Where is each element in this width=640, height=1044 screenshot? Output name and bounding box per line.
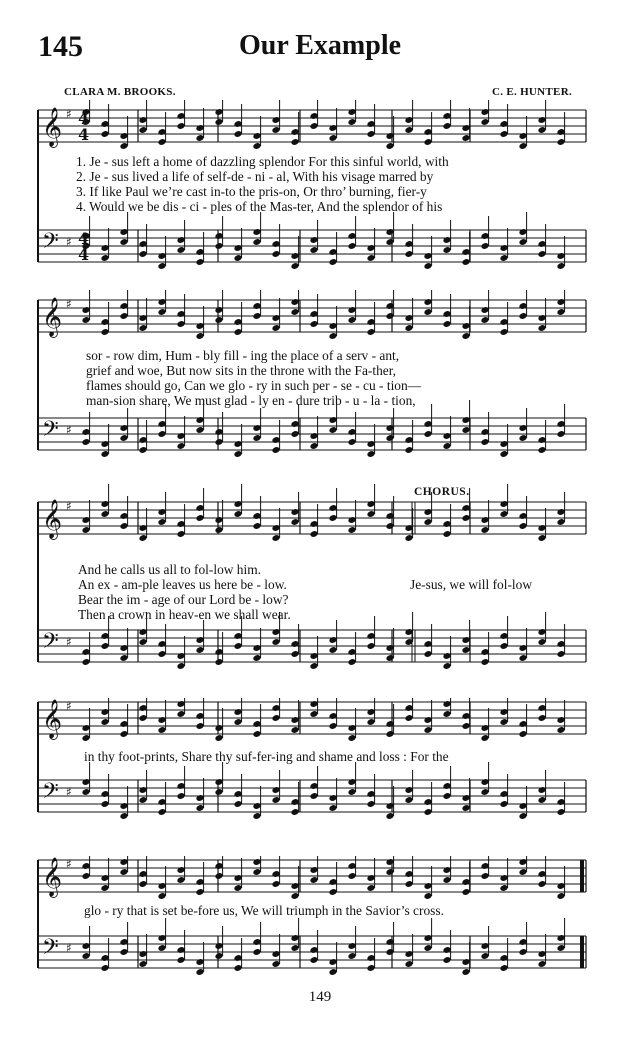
svg-text:♯: ♯ [66, 423, 72, 437]
svg-text:4: 4 [78, 109, 90, 128]
svg-text:𝄞: 𝄞 [42, 499, 63, 539]
staff-notation [0, 856, 640, 986]
svg-text:𝄞: 𝄞 [42, 107, 63, 147]
chorus-line-3: glo - ry that is set be-fore us, We will triumph in the Savior’s cross. [84, 903, 444, 918]
music-system-2 [0, 290, 640, 480]
chorus-line-1: Je-sus, we will fol-low [410, 577, 532, 592]
svg-text:𝄞: 𝄞 [42, 699, 63, 739]
verse-line-2: grief and woe, But now sits in the throne with the Fa-ther, [86, 363, 396, 378]
svg-text:4: 4 [78, 245, 90, 264]
music-system-3 [0, 484, 640, 694]
chorus-label: CHORUS. [414, 486, 470, 498]
page-number: 149 [308, 989, 332, 1005]
hymn-title: Our Example [238, 30, 402, 61]
svg-text:♯: ♯ [66, 857, 72, 871]
verse-line-4: Then a crown in heav-en we shall wear. [78, 607, 291, 622]
svg-text:♯: ♯ [66, 499, 72, 513]
verse-line-1: 1. Je - sus left a home of dazzling splendor For this sinful world, with [76, 154, 449, 169]
verse-line-3: Bear the im - age of our Lord be - low? [78, 592, 289, 607]
hymn-number: 145 [38, 30, 83, 63]
verse-line-2: An ex - am-ple leaves us here be - low. [78, 577, 287, 592]
composer-credit: C. E. HUNTER. [492, 86, 572, 98]
verse-line-1: And he calls us all to fol-low him. [78, 562, 261, 577]
chorus-line-2: in thy foot-prints, Share thy suf-fer-ing and shame and loss : For the [84, 749, 449, 764]
verse-line-3: flames should go, Can we glo - ry in such per - se - cu - tion— [86, 378, 422, 393]
svg-text:♯: ♯ [66, 297, 72, 311]
svg-text:𝄢: 𝄢 [42, 779, 59, 809]
svg-text:♯: ♯ [66, 785, 72, 799]
music-system-5 [0, 856, 640, 986]
svg-text:♯: ♯ [66, 941, 72, 955]
verse-line-2: 2. Je - sus lived a life of self-de - ni - al, With his visage marred by [76, 169, 434, 184]
verse-line-4: 4. Would we be dis - ci - ples of the Mas-ter, And the splendor of his [76, 199, 443, 214]
svg-text:𝄞: 𝄞 [42, 297, 63, 337]
svg-text:4: 4 [78, 229, 90, 248]
svg-text:𝄢: 𝄢 [42, 229, 59, 259]
music-system-4 [0, 698, 640, 828]
svg-text:♯: ♯ [66, 235, 72, 249]
svg-text:𝄞: 𝄞 [42, 857, 63, 897]
svg-text:𝄢: 𝄢 [42, 935, 59, 965]
verse-line-3: 3. If like Paul we’re cast in-to the pris-on, Or thro’ burning, fier-y [76, 184, 427, 199]
svg-text:♯: ♯ [66, 107, 72, 121]
svg-text:𝄢: 𝄢 [42, 417, 59, 447]
verse-line-4: man-sion share, We must glad - ly en - dure trib - u - la - tion, [86, 393, 416, 408]
music-system-1 [0, 100, 640, 270]
svg-text:𝄢: 𝄢 [42, 629, 59, 659]
svg-text:♯: ♯ [66, 635, 72, 649]
author-credit: CLARA M. BROOKS. [64, 86, 176, 98]
svg-text:4: 4 [78, 125, 90, 144]
svg-text:♯: ♯ [66, 699, 72, 713]
verse-line-1: sor - row dim, Hum - bly fill - ing the place of a serv - ant, [86, 348, 400, 363]
